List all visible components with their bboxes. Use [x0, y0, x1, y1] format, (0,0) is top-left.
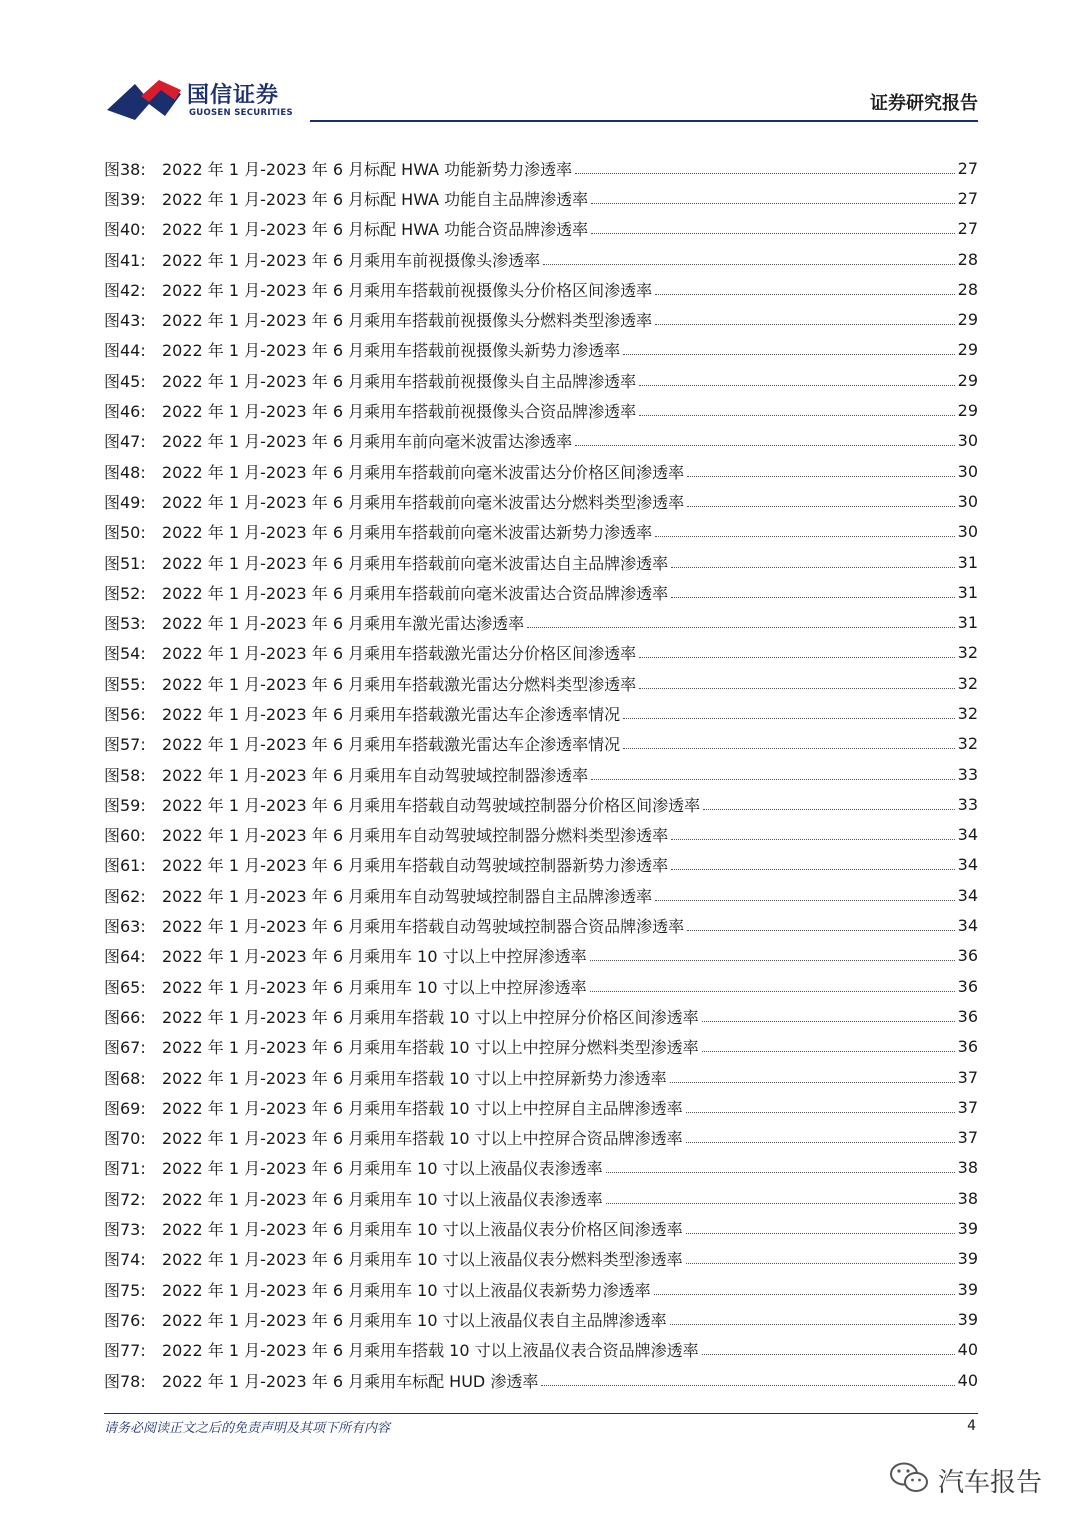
wechat-icon [888, 1460, 932, 1496]
toc-entry[interactable] [104, 1032, 978, 1062]
figure-number: 图74: [104, 1250, 146, 1270]
figure-title: 2022 年 1 月-2023 年 6 月乘用车自动驾驶域控制器分燃料类型渗透率 [162, 826, 669, 846]
figure-number: 图56: [104, 704, 146, 724]
figure-title: 2022 年 1 月-2023 年 6 月乘用车标配 HUD 渗透率 [162, 1371, 539, 1391]
figure-number: 图77: [104, 1341, 146, 1361]
figure-page-number: 39 [957, 1309, 978, 1329]
figure-title: 2022 年 1 月-2023 年 6 月乘用车搭载自动驾驶域控制器合资品牌渗透率 [162, 917, 685, 937]
logo-chinese-name: 国信证券 [187, 83, 280, 108]
dot-leader [543, 264, 955, 265]
toc-entry[interactable] [104, 941, 978, 971]
toc-entry[interactable] [104, 395, 978, 425]
footer-disclaimer: 请务必阅读正文之后的免责声明及其项下所有内容 [104, 1421, 391, 1436]
figure-page-number: 39 [957, 1219, 978, 1239]
figure-title: 2022 年 1 月-2023 年 6 月乘用车 10 寸以上液晶仪表渗透率 [162, 1159, 603, 1179]
toc-entry[interactable] [104, 244, 978, 274]
figure-page-number: 34 [957, 855, 978, 875]
toc-entry[interactable] [104, 638, 978, 668]
toc-entry[interactable] [104, 1274, 978, 1304]
figure-title: 2022 年 1 月-2023 年 6 月乘用车搭载前向毫米波雷达分价格区间渗透率 [162, 462, 685, 482]
figure-title: 2022 年 1 月-2023 年 6 月乘用车搭载 10 寸以上中控屏合资品牌渗透率 [162, 1129, 683, 1149]
dot-leader [702, 1021, 955, 1022]
figure-number: 图63: [104, 917, 146, 937]
figure-number: 图41: [104, 250, 146, 270]
figure-number: 图72: [104, 1189, 146, 1209]
figure-title: 2022 年 1 月-2023 年 6 月标配 HWA 功能合资品牌渗透率 [162, 220, 589, 240]
figure-page-number: 37 [957, 1067, 978, 1087]
figure-page-number: 27 [957, 188, 978, 208]
figure-page-number: 30 [957, 461, 978, 481]
toc-entry[interactable] [104, 274, 978, 304]
figure-title: 2022 年 1 月-2023 年 6 月乘用车搭载自动驾驶域控制器分价格区间渗透率 [162, 795, 701, 815]
toc-entry[interactable] [104, 1092, 978, 1122]
figure-number: 图43: [104, 311, 146, 331]
figure-number: 图48: [104, 462, 146, 482]
figure-page-number: 33 [957, 764, 978, 784]
figure-number: 图59: [104, 795, 146, 815]
figure-title: 2022 年 1 月-2023 年 6 月乘用车搭载自动驾驶域控制器新势力渗透率 [162, 856, 669, 876]
figure-title: 2022 年 1 月-2023 年 6 月乘用车搭载 10 寸以上液晶仪表合资品牌渗透率 [162, 1341, 699, 1361]
figure-title: 2022 年 1 月-2023 年 6 月乘用车搭载 10 寸以上中控屏新势力渗透率 [162, 1068, 667, 1088]
toc-entry[interactable] [104, 547, 978, 577]
dot-leader [702, 1051, 955, 1052]
figure-number: 图71: [104, 1159, 146, 1179]
toc-entry[interactable] [104, 365, 978, 395]
figure-title: 2022 年 1 月-2023 年 6 月乘用车搭载前视摄像头分燃料类型渗透率 [162, 311, 653, 331]
toc-entry[interactable] [104, 1153, 978, 1183]
figure-page-number: 34 [957, 825, 978, 845]
dot-leader [639, 385, 955, 386]
dot-leader [703, 809, 955, 810]
figure-number: 图75: [104, 1280, 146, 1300]
figure-title: 2022 年 1 月-2023 年 6 月乘用车搭载 10 寸以上中控屏分价格区间渗透率 [162, 1007, 699, 1027]
header-divider [310, 120, 978, 122]
toc-entry[interactable] [104, 850, 978, 880]
figure-page-number: 36 [957, 1037, 978, 1057]
page-number: 4 [967, 1418, 976, 1434]
toc-entry[interactable] [104, 759, 978, 789]
dot-leader [590, 960, 955, 961]
dot-leader [639, 415, 955, 416]
figure-page-number: 36 [957, 946, 978, 966]
toc-entry[interactable] [104, 577, 978, 607]
figure-title: 2022 年 1 月-2023 年 6 月乘用车前视摄像头渗透率 [162, 250, 541, 270]
figure-page-number: 34 [957, 885, 978, 905]
figure-page-number: 38 [957, 1188, 978, 1208]
toc-entry[interactable] [104, 880, 978, 910]
dot-leader [541, 1385, 954, 1386]
guosen-logo-mark-icon [105, 76, 185, 126]
figure-number: 图38: [104, 159, 146, 179]
dot-leader [591, 779, 955, 780]
toc-entry[interactable] [104, 820, 978, 850]
figure-page-number: 27 [957, 158, 978, 178]
figure-title: 2022 年 1 月-2023 年 6 月乘用车搭载激光雷达分燃料类型渗透率 [162, 674, 637, 694]
dot-leader [671, 839, 955, 840]
figure-title: 2022 年 1 月-2023 年 6 月乘用车搭载前视摄像头分价格区间渗透率 [162, 280, 653, 300]
figure-page-number: 32 [957, 703, 978, 723]
figure-page-number: 29 [957, 340, 978, 360]
figure-page-number: 28 [957, 279, 978, 299]
figure-page-number: 32 [957, 673, 978, 693]
figure-number: 图73: [104, 1220, 146, 1240]
figure-number: 图44: [104, 341, 146, 361]
figure-number: 图62: [104, 886, 146, 906]
figure-number: 图51: [104, 553, 146, 573]
figure-title: 2022 年 1 月-2023 年 6 月乘用车搭载激光雷达车企渗透率情况 [162, 735, 621, 755]
logo-english-name: GUOSEN SECURITIES [189, 108, 293, 118]
dot-leader [591, 203, 954, 204]
toc-entry[interactable] [104, 183, 978, 213]
guosen-logo [105, 76, 305, 126]
toc-entry[interactable] [104, 304, 978, 334]
dot-leader [655, 536, 955, 537]
figure-page-number: 39 [957, 1279, 978, 1299]
figure-page-number: 32 [957, 643, 978, 663]
figure-title: 2022 年 1 月-2023 年 6 月乘用车 10 寸以上中控屏渗透率 [162, 977, 587, 997]
figure-page-number: 34 [957, 916, 978, 936]
dot-leader [606, 1203, 955, 1204]
figure-title: 2022 年 1 月-2023 年 6 月乘用车搭载前视摄像头新势力渗透率 [162, 341, 621, 361]
figure-number: 图58: [104, 765, 146, 785]
figure-number: 图76: [104, 1310, 146, 1330]
figure-title: 2022 年 1 月-2023 年 6 月标配 HWA 功能新势力渗透率 [162, 159, 573, 179]
dot-leader [686, 1112, 955, 1113]
figure-number: 图46: [104, 402, 146, 422]
figure-number: 图67: [104, 1038, 146, 1058]
toc-entry[interactable] [104, 698, 978, 728]
figure-title: 2022 年 1 月-2023 年 6 月乘用车 10 寸以上液晶仪表新势力渗透率 [162, 1280, 651, 1300]
figure-page-number: 31 [957, 582, 978, 602]
figure-page-number: 31 [957, 613, 978, 633]
figure-page-number: 40 [957, 1340, 978, 1360]
figure-number: 图69: [104, 1098, 146, 1118]
report-type-label: 证券研究报告 [870, 93, 978, 114]
figure-number: 图61: [104, 856, 146, 876]
toc-entry[interactable] [104, 971, 978, 1001]
dot-leader [686, 1263, 955, 1264]
figure-number: 图70: [104, 1129, 146, 1149]
figure-title: 2022 年 1 月-2023 年 6 月乘用车搭载前向毫米波雷达分燃料类型渗透率 [162, 492, 685, 512]
figure-number: 图52: [104, 583, 146, 603]
figure-page-number: 37 [957, 1128, 978, 1148]
figure-index-list [104, 153, 978, 1395]
dot-leader [686, 1233, 955, 1234]
toc-entry[interactable] [104, 1062, 978, 1092]
figure-number: 图57: [104, 735, 146, 755]
footer-divider [104, 1413, 978, 1414]
figure-number: 图65: [104, 977, 146, 997]
toc-entry[interactable] [104, 456, 978, 486]
dot-leader [702, 1354, 955, 1355]
dot-leader [687, 476, 955, 477]
dot-leader [654, 1294, 955, 1295]
figure-title: 2022 年 1 月-2023 年 6 月乘用车自动驾驶域控制器渗透率 [162, 765, 589, 785]
dot-leader [590, 991, 955, 992]
figure-title: 2022 年 1 月-2023 年 6 月乘用车搭载 10 寸以上中控屏自主品牌渗透率 [162, 1098, 683, 1118]
figure-number: 图54: [104, 644, 146, 664]
figure-title: 2022 年 1 月-2023 年 6 月乘用车搭载前向毫米波雷达合资品牌渗透率 [162, 583, 669, 603]
figure-title: 2022 年 1 月-2023 年 6 月乘用车搭载前向毫米波雷达新势力渗透率 [162, 523, 653, 543]
dot-leader [575, 173, 954, 174]
figure-title: 2022 年 1 月-2023 年 6 月乘用车 10 寸以上液晶仪表渗透率 [162, 1189, 603, 1209]
toc-entry[interactable] [104, 517, 978, 547]
figure-page-number: 39 [957, 1249, 978, 1269]
figure-page-number: 32 [957, 734, 978, 754]
figure-title: 2022 年 1 月-2023 年 6 月乘用车激光雷达渗透率 [162, 614, 525, 634]
dot-leader [623, 718, 955, 719]
figure-number: 图39: [104, 189, 146, 209]
figure-title: 2022 年 1 月-2023 年 6 月乘用车搭载前向毫米波雷达自主品牌渗透率 [162, 553, 669, 573]
toc-entry[interactable] [104, 335, 978, 365]
figure-number: 图55: [104, 674, 146, 694]
figure-page-number: 30 [957, 431, 978, 451]
dot-leader [623, 748, 955, 749]
figure-number: 图42: [104, 280, 146, 300]
figure-title: 2022 年 1 月-2023 年 6 月乘用车 10 寸以上中控屏渗透率 [162, 947, 587, 967]
toc-entry[interactable] [104, 153, 978, 183]
dot-leader [655, 294, 955, 295]
figure-title: 2022 年 1 月-2023 年 6 月乘用车前向毫米波雷达渗透率 [162, 432, 573, 452]
figure-number: 图60: [104, 826, 146, 846]
dot-leader [686, 1142, 955, 1143]
toc-entry[interactable] [104, 668, 978, 698]
figure-page-number: 30 [957, 522, 978, 542]
toc-entry[interactable] [104, 426, 978, 456]
toc-entry[interactable] [104, 729, 978, 759]
figure-page-number: 36 [957, 1006, 978, 1026]
figure-title: 2022 年 1 月-2023 年 6 月乘用车自动驾驶域控制器自主品牌渗透率 [162, 886, 653, 906]
toc-entry[interactable] [104, 789, 978, 819]
figure-page-number: 37 [957, 1097, 978, 1117]
toc-entry[interactable] [104, 1123, 978, 1153]
toc-entry[interactable] [104, 1365, 978, 1395]
dot-leader [639, 688, 955, 689]
figure-page-number: 30 [957, 491, 978, 511]
dot-leader [671, 567, 955, 568]
toc-entry[interactable] [104, 1244, 978, 1274]
figure-title: 2022 年 1 月-2023 年 6 月乘用车 10 寸以上液晶仪表自主品牌渗透率 [162, 1310, 667, 1330]
dot-leader [527, 627, 955, 628]
figure-title: 2022 年 1 月-2023 年 6 月乘用车搭载前视摄像头合资品牌渗透率 [162, 402, 637, 422]
figure-title: 2022 年 1 月-2023 年 6 月乘用车搭载前视摄像头自主品牌渗透率 [162, 371, 637, 391]
toc-entry[interactable] [104, 910, 978, 940]
toc-entry[interactable] [104, 486, 978, 516]
figure-number: 图53: [104, 614, 146, 634]
toc-entry[interactable] [104, 607, 978, 637]
watermark-text: 汽车报告 [938, 1468, 1043, 1498]
figure-page-number: 29 [957, 310, 978, 330]
dot-leader [655, 900, 955, 901]
figure-title: 2022 年 1 月-2023 年 6 月乘用车 10 寸以上液晶仪表分燃料类型渗透率 [162, 1250, 683, 1270]
dot-leader [655, 324, 955, 325]
figure-title: 2022 年 1 月-2023 年 6 月乘用车搭载激光雷达车企渗透率情况 [162, 704, 621, 724]
dot-leader [639, 657, 955, 658]
dot-leader [623, 354, 955, 355]
figure-page-number: 36 [957, 976, 978, 996]
figure-number: 图45: [104, 371, 146, 391]
figure-title: 2022 年 1 月-2023 年 6 月乘用车 10 寸以上液晶仪表分价格区间渗透率 [162, 1220, 683, 1240]
dot-leader [670, 1082, 955, 1083]
figure-number: 图50: [104, 523, 146, 543]
dot-leader [591, 233, 954, 234]
figure-page-number: 33 [957, 794, 978, 814]
toc-entry[interactable] [104, 214, 978, 244]
figure-title: 2022 年 1 月-2023 年 6 月乘用车搭载 10 寸以上中控屏分燃料类型渗透率 [162, 1038, 699, 1058]
dot-leader [687, 930, 955, 931]
dot-leader [575, 445, 955, 446]
figure-page-number: 38 [957, 1158, 978, 1178]
figure-title: 2022 年 1 月-2023 年 6 月乘用车搭载激光雷达分价格区间渗透率 [162, 644, 637, 664]
dot-leader [670, 1324, 955, 1325]
figure-page-number: 29 [957, 401, 978, 421]
figure-page-number: 40 [957, 1370, 978, 1390]
toc-entry[interactable] [104, 1304, 978, 1334]
figure-number: 图64: [104, 947, 146, 967]
wechat-watermark [888, 1460, 1058, 1500]
dot-leader [606, 1172, 955, 1173]
toc-entry[interactable] [104, 1335, 978, 1365]
figure-number: 图68: [104, 1068, 146, 1088]
figure-page-number: 28 [957, 249, 978, 269]
toc-entry[interactable] [104, 1183, 978, 1213]
toc-entry[interactable] [104, 1213, 978, 1243]
figure-number: 图66: [104, 1007, 146, 1027]
figure-number: 图40: [104, 220, 146, 240]
figure-page-number: 27 [957, 219, 978, 239]
dot-leader [687, 506, 955, 507]
figure-page-number: 31 [957, 552, 978, 572]
figure-number: 图78: [104, 1371, 146, 1391]
toc-entry[interactable] [104, 1001, 978, 1031]
figure-title: 2022 年 1 月-2023 年 6 月标配 HWA 功能自主品牌渗透率 [162, 189, 589, 209]
figure-number: 图49: [104, 492, 146, 512]
dot-leader [671, 597, 955, 598]
figure-number: 图47: [104, 432, 146, 452]
dot-leader [671, 869, 955, 870]
figure-page-number: 29 [957, 370, 978, 390]
